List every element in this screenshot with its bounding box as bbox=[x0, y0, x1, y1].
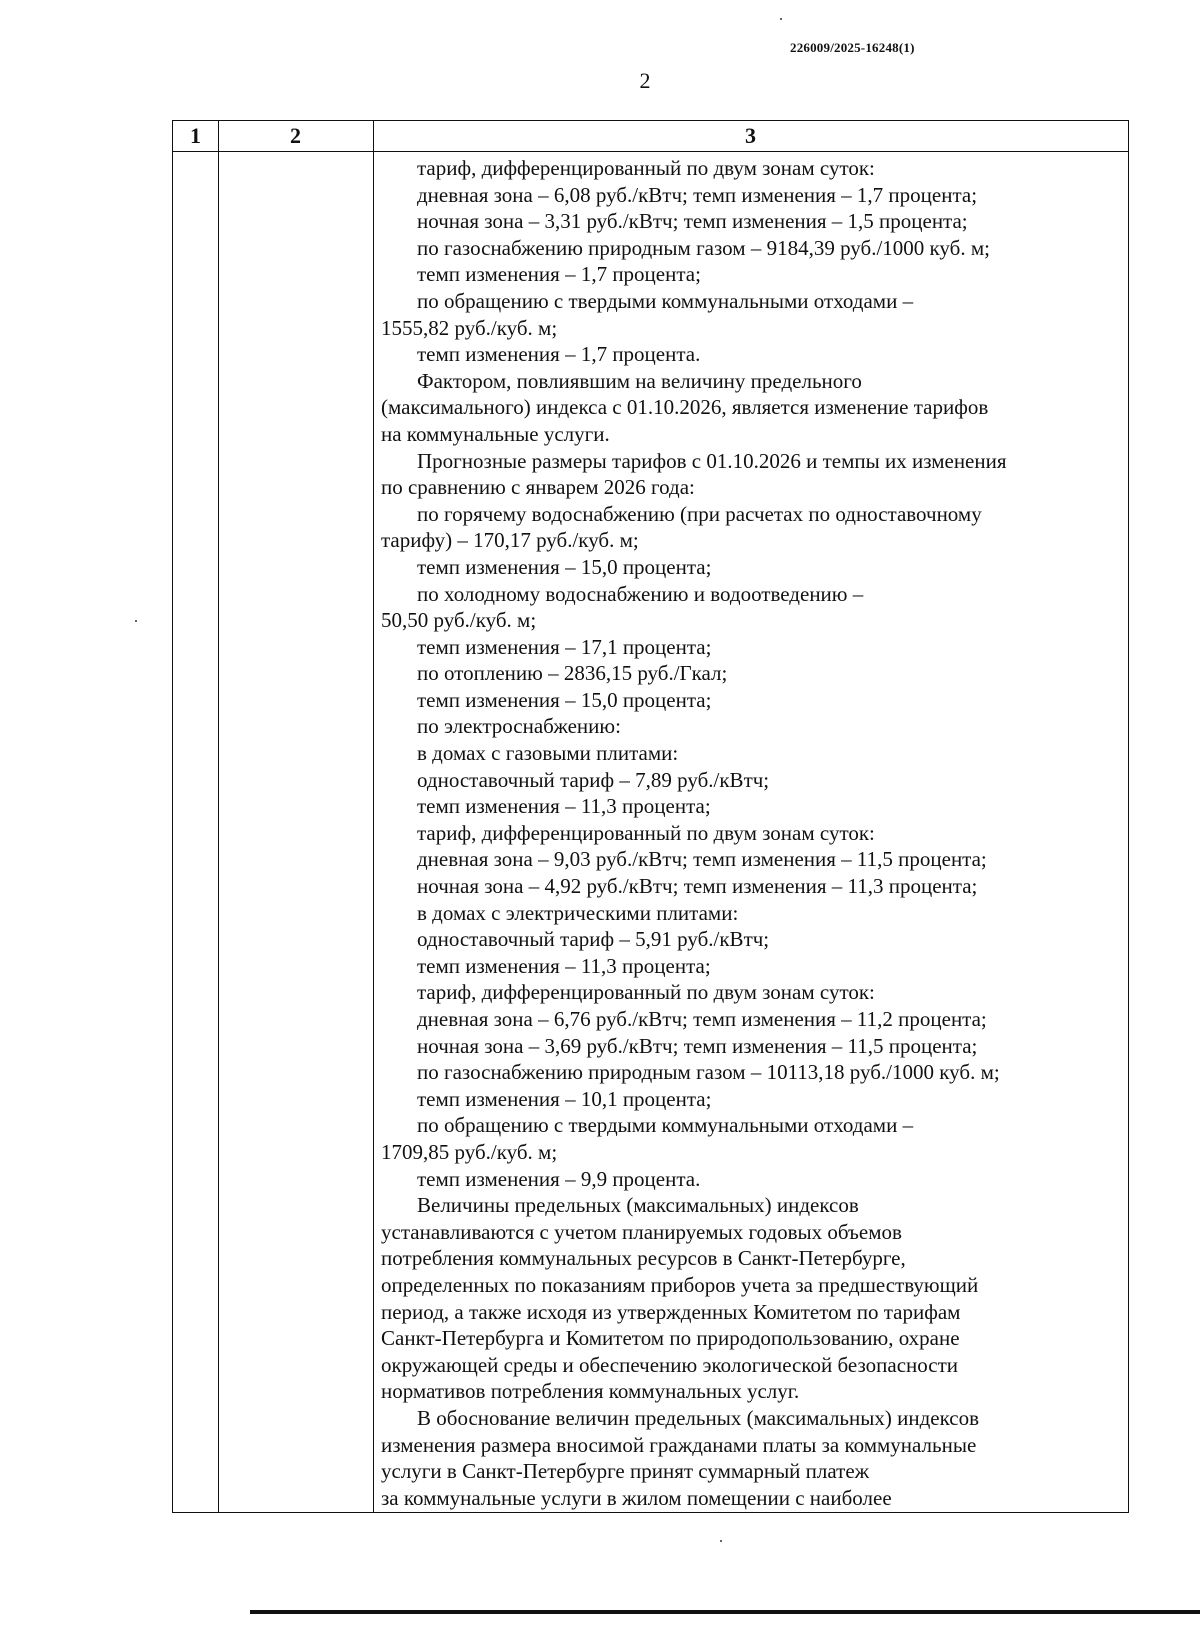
text-line: (максимального) индекса с 01.10.2026, является изменение тарифов bbox=[381, 395, 989, 420]
text-line: окружающей среды и обеспечению экологической безопасности bbox=[381, 1352, 959, 1377]
text-line: В обоснование величин предельных (максимальных) индексов bbox=[417, 1405, 979, 1430]
text-line: в домах с газовыми плитами: bbox=[417, 741, 679, 766]
text-line: за коммунальные услуги в жилом помещении с наиболее bbox=[381, 1485, 892, 1510]
column-divider bbox=[218, 121, 219, 1512]
text-line: дневная зона – 6,08 руб./кВтч; темп изменения – 1,7 процента; bbox=[417, 182, 978, 207]
document-number: 226009/2025-16248(1) bbox=[790, 40, 915, 55]
text-line: темп изменения – 15,0 процента; bbox=[417, 554, 712, 579]
text-line: по газоснабжению природным газом – 10113,18 руб./1000 куб. м; bbox=[417, 1060, 1000, 1085]
text-line: темп изменения – 11,3 процента; bbox=[417, 953, 711, 978]
text-line: по холодному водоснабжению и водоотведению – bbox=[417, 581, 864, 606]
scan-speck bbox=[720, 1540, 722, 1542]
main-table bbox=[172, 120, 1129, 1513]
text-line: одноставочный тариф – 5,91 руб./кВтч; bbox=[417, 927, 770, 952]
text-line: тариф, дифференцированный по двум зонам суток: bbox=[417, 980, 875, 1005]
text-line: изменения размера вносимой гражданами платы за коммунальные bbox=[381, 1432, 977, 1457]
text-line: устанавливаются с учетом планируемых годовых объемов bbox=[381, 1219, 902, 1244]
text-line: по обращению с твердыми коммунальными отходами – bbox=[417, 1113, 914, 1138]
text-line: тариф, дифференцированный по двум зонам суток: bbox=[417, 156, 875, 180]
text-line: темп изменения – 9,9 процента. bbox=[417, 1166, 701, 1191]
text-line: 50,50 руб./куб. м; bbox=[381, 608, 537, 633]
scan-speck bbox=[780, 18, 782, 20]
text-line: по сравнению с январем 2026 года: bbox=[381, 475, 695, 500]
text-line: тариф, дифференцированный по двум зонам суток: bbox=[417, 820, 875, 845]
text-line: нормативов потребления коммунальных услуг. bbox=[381, 1379, 800, 1404]
text-line: потребления коммунальных ресурсов в Санкт-Петербурге, bbox=[381, 1246, 906, 1271]
text-line: определенных по показаниям приборов учета за предшествующий bbox=[381, 1272, 979, 1297]
text-line: в домах с электрическими плитами: bbox=[417, 900, 739, 925]
page-number: 2 bbox=[639, 68, 651, 93]
text-line: темп изменения – 1,7 процента; bbox=[417, 262, 701, 287]
text-line: по отоплению – 2836,15 руб./Гкал; bbox=[417, 661, 728, 686]
text-line: темп изменения – 11,3 процента; bbox=[417, 794, 711, 819]
table-header-row bbox=[173, 121, 1128, 152]
text-line: дневная зона – 6,76 руб./кВтч; темп изменения – 11,2 процента; bbox=[417, 1007, 987, 1031]
scan-edge-line bbox=[250, 1610, 1200, 1614]
text-line: одноставочный тариф – 7,89 руб./кВтч; bbox=[417, 767, 770, 792]
column-divider bbox=[373, 121, 374, 1512]
text-line: Прогнозные размеры тарифов с 01.10.2026 и темпы их изменения bbox=[417, 448, 1007, 473]
text-line: ночная зона – 3,69 руб./кВтч; темп изменения – 11,5 процента; bbox=[417, 1033, 978, 1058]
text-line: темп изменения – 15,0 процента; bbox=[417, 687, 712, 712]
text-line: темп изменения – 17,1 процента; bbox=[417, 634, 712, 659]
text-line: 1555,82 руб./куб. м; bbox=[381, 315, 558, 340]
scan-speck bbox=[135, 620, 137, 622]
text-line: 1709,85 руб./куб. м; bbox=[381, 1139, 558, 1164]
text-line: на коммунальные услуги. bbox=[381, 421, 610, 446]
column-header-1: 1 bbox=[190, 123, 201, 148]
text-line: Санкт-Петербурга и Комитетом по природопользованию, охране bbox=[381, 1326, 960, 1351]
text-line: Фактором, повлиявшим на величину предельного bbox=[417, 368, 862, 393]
column-header-3: 3 bbox=[745, 123, 756, 148]
text-line: по горячему водоснабжению (при расчетах по одноставочному bbox=[417, 501, 982, 526]
text-line: темп изменения – 10,1 процента; bbox=[417, 1086, 712, 1111]
text-line: услуги в Санкт-Петербурге принят суммарный платеж bbox=[381, 1459, 870, 1484]
text-line: по электроснабжению: bbox=[417, 714, 621, 739]
text-line: темп изменения – 1,7 процента. bbox=[417, 342, 701, 367]
text-line: ночная зона – 4,92 руб./кВтч; темп изменения – 11,3 процента; bbox=[417, 874, 978, 899]
text-line: Величины предельных (максимальных) индексов bbox=[417, 1193, 859, 1218]
column-header-2: 2 bbox=[290, 123, 301, 148]
text-line: по газоснабжению природным газом – 9184,39 руб./1000 куб. м; bbox=[417, 235, 990, 260]
text-line: период, а также исходя из утвержденных Комитетом по тарифам bbox=[381, 1299, 961, 1324]
text-line: по обращению с твердыми коммунальными отходами – bbox=[417, 288, 914, 313]
text-line: дневная зона – 9,03 руб./кВтч; темп изменения – 11,5 процента; bbox=[417, 847, 987, 872]
text-line: тарифу) – 170,17 руб./куб. м; bbox=[381, 528, 639, 553]
text-line: ночная зона – 3,31 руб./кВтч; темп изменения – 1,5 процента; bbox=[417, 209, 968, 234]
column-3-text bbox=[381, 155, 1126, 1511]
